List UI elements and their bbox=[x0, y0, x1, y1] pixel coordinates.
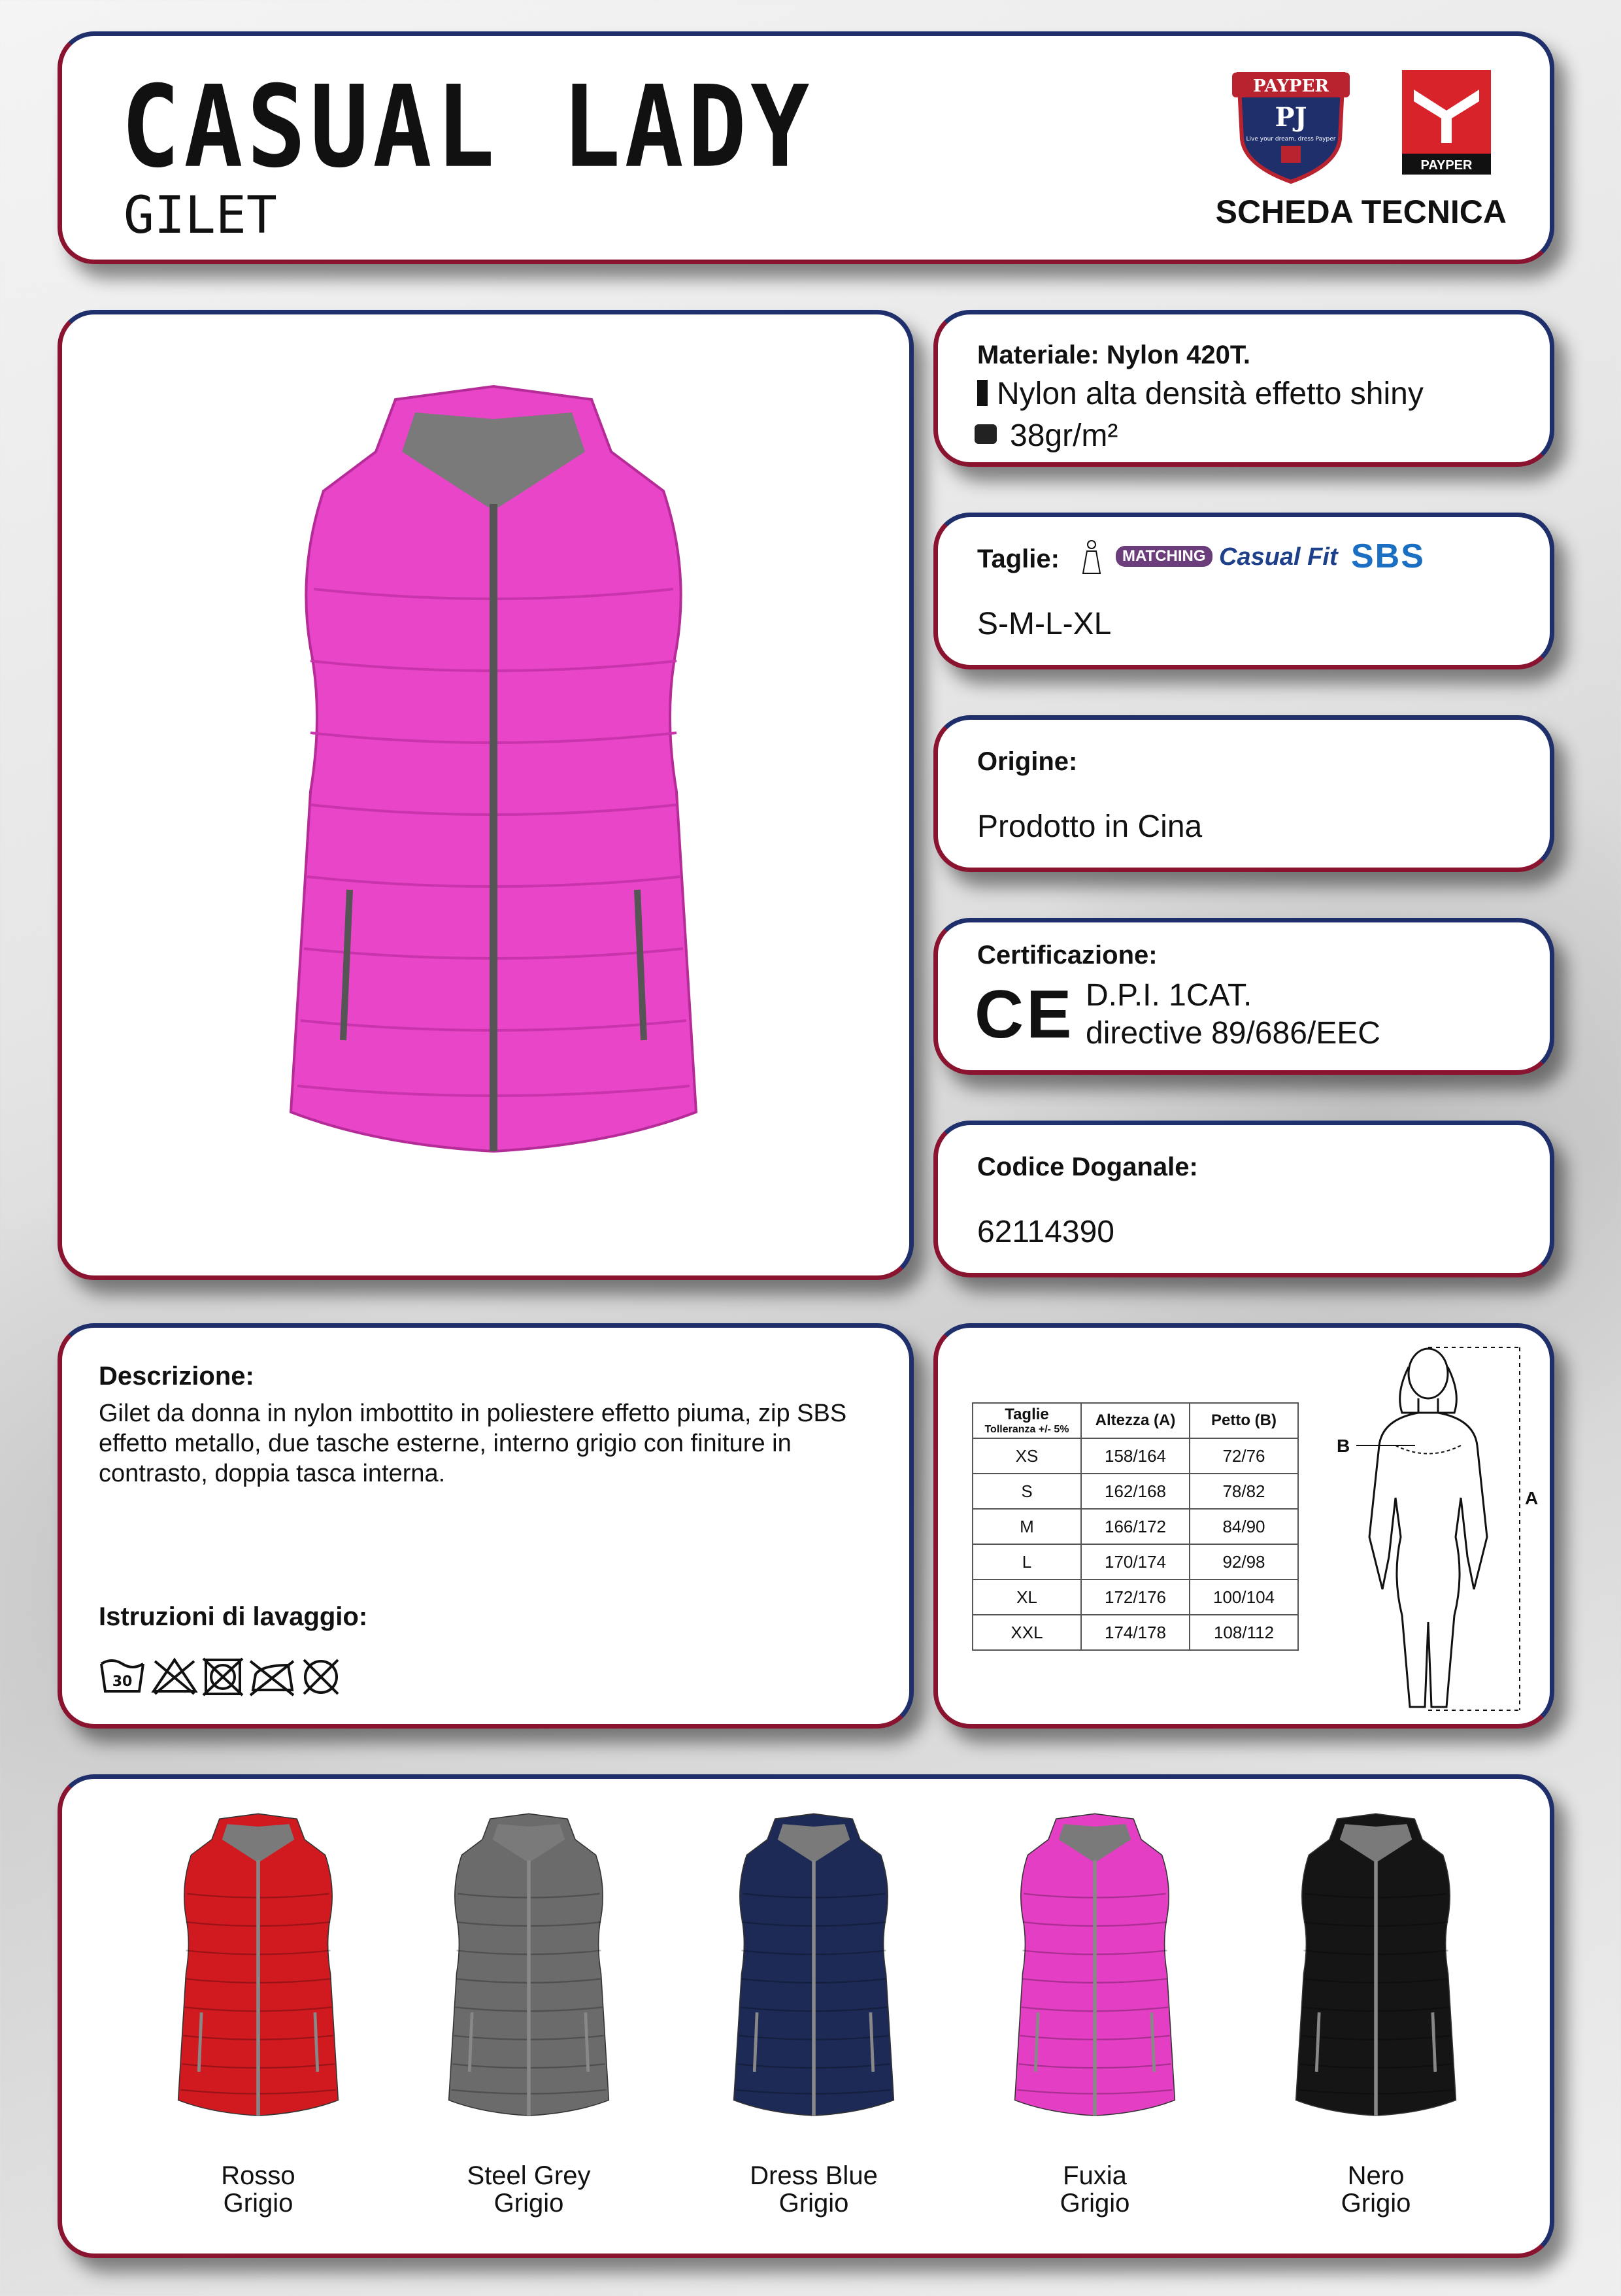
color-variant-vest bbox=[431, 1805, 627, 2145]
trim-color-name: Grigio bbox=[778, 2189, 849, 2218]
chest-cell: 84/90 bbox=[1190, 1509, 1298, 1544]
certification-class: D.P.I. 1CAT. bbox=[1086, 978, 1252, 1013]
no-tumble-dry-icon bbox=[203, 1659, 242, 1695]
color-variants-card bbox=[58, 1774, 1554, 2258]
color-variant-label bbox=[690, 2162, 938, 2217]
casual-fit-label: Casual Fit bbox=[1219, 543, 1338, 571]
origin-label: Origine: bbox=[977, 747, 1078, 776]
payper-logo bbox=[1402, 70, 1491, 175]
pj-logo-tagline: Live your dream, dress Payper bbox=[1246, 136, 1336, 143]
material-label: Materiale: Nylon 420T. bbox=[977, 341, 1250, 369]
chest-cell: 108/112 bbox=[1190, 1615, 1298, 1650]
color-variant-label bbox=[405, 2162, 653, 2217]
height-cell: 158/164 bbox=[1081, 1438, 1190, 1474]
size-cell: S bbox=[973, 1474, 1081, 1509]
height-cell: 162/168 bbox=[1081, 1474, 1190, 1509]
ce-mark: CE bbox=[975, 977, 1075, 1053]
color-variant-label bbox=[134, 2162, 382, 2217]
size-cell: XXL bbox=[973, 1615, 1081, 1650]
description-label: Descrizione: bbox=[99, 1362, 254, 1391]
wash-care-icons bbox=[99, 1655, 360, 1700]
size-column-header bbox=[973, 1403, 1081, 1438]
color-variant-vest bbox=[160, 1805, 356, 2145]
no-bleach-icon bbox=[154, 1660, 195, 1694]
height-marker-label: A bbox=[1525, 1488, 1539, 1508]
height-column-header: Altezza (A) bbox=[1081, 1403, 1190, 1438]
wash-instructions-label: Istruzioni di lavaggio: bbox=[99, 1602, 368, 1631]
color-name: Steel Grey bbox=[467, 2161, 591, 2190]
body-measurement-diagram bbox=[1330, 1341, 1539, 1720]
female-figure-icon bbox=[1080, 539, 1103, 576]
color-variant-label bbox=[1252, 2162, 1500, 2217]
payper-logo-text: PAYPER bbox=[1420, 158, 1473, 173]
no-dry-clean-icon bbox=[304, 1660, 338, 1694]
sbs-logo: SBS bbox=[1351, 537, 1425, 575]
header-card bbox=[58, 31, 1554, 264]
height-cell: 172/176 bbox=[1081, 1579, 1190, 1615]
description-text: Gilet da donna in nylon imbottito in poliestere effetto piuma, zip SBS effetto metallo, due tasche esterne, interno grigio con finiture in contrasto, doppia tasca interna. bbox=[99, 1400, 847, 1487]
size-cell: L bbox=[973, 1544, 1081, 1579]
table-row bbox=[973, 1579, 1298, 1615]
certification-directive: directive 89/686/EEC bbox=[1086, 1016, 1380, 1051]
sizes-label: Taglie: bbox=[977, 545, 1060, 573]
origin-card bbox=[933, 715, 1554, 872]
material-card bbox=[933, 310, 1554, 467]
color-name: Rosso bbox=[221, 2161, 295, 2190]
wash-30-icon bbox=[101, 1661, 143, 1691]
height-cell: 166/172 bbox=[1081, 1509, 1190, 1544]
color-name: Dress Blue bbox=[750, 2161, 878, 2190]
trim-color-name: Grigio bbox=[223, 2189, 293, 2218]
matching-badge: MATCHING bbox=[1116, 546, 1212, 567]
material-description: Nylon alta densità effetto shiny bbox=[997, 377, 1424, 411]
table-row bbox=[973, 1509, 1298, 1544]
color-name: Nero bbox=[1347, 2161, 1405, 2190]
table-row bbox=[973, 1615, 1298, 1650]
customs-value: 62114390 bbox=[977, 1215, 1114, 1249]
size-cell: M bbox=[973, 1509, 1081, 1544]
sizes-card bbox=[933, 513, 1554, 669]
color-name: Fuxia bbox=[1063, 2161, 1127, 2190]
chest-cell: 100/104 bbox=[1190, 1579, 1298, 1615]
customs-card bbox=[933, 1121, 1554, 1277]
chest-cell: 72/76 bbox=[1190, 1438, 1298, 1474]
origin-value: Prodotto in Cina bbox=[977, 809, 1203, 844]
trim-color-name: Grigio bbox=[493, 2189, 564, 2218]
color-variant-label bbox=[971, 2162, 1219, 2217]
height-cell: 174/178 bbox=[1081, 1615, 1190, 1650]
product-subtitle: GILET bbox=[124, 186, 277, 245]
size-chart-card bbox=[933, 1323, 1554, 1729]
payper-pj-logo bbox=[1226, 61, 1356, 185]
vest-image bbox=[245, 373, 742, 1217]
chest-cell: 92/98 bbox=[1190, 1544, 1298, 1579]
pj-logo-top: PAYPER bbox=[1252, 76, 1329, 96]
product-image-card bbox=[58, 310, 914, 1280]
size-cell: XL bbox=[973, 1579, 1081, 1615]
material-weight: 38gr/m² bbox=[1010, 418, 1118, 453]
color-variant-vest bbox=[997, 1805, 1193, 2145]
fiber-icon bbox=[977, 380, 988, 406]
color-variant-vest bbox=[716, 1805, 912, 2145]
sizes-value: S-M-L-XL bbox=[977, 607, 1112, 641]
table-row bbox=[973, 1544, 1298, 1579]
chest-cell: 78/82 bbox=[1190, 1474, 1298, 1509]
table-row bbox=[973, 1438, 1298, 1474]
certification-card bbox=[933, 918, 1554, 1075]
height-cell: 170/174 bbox=[1081, 1544, 1190, 1579]
size-table-header bbox=[973, 1403, 1298, 1438]
size-cell: XS bbox=[973, 1438, 1081, 1474]
trim-color-name: Grigio bbox=[1341, 2189, 1411, 2218]
chest-marker-label: B bbox=[1337, 1436, 1350, 1456]
weight-icon bbox=[975, 424, 997, 444]
trim-color-name: Grigio bbox=[1060, 2189, 1130, 2218]
table-row bbox=[973, 1474, 1298, 1509]
description-card bbox=[58, 1323, 914, 1729]
doc-type-label: SCHEDA TECNICA bbox=[1215, 194, 1507, 230]
wash-temperature: 30 bbox=[112, 1674, 133, 1690]
product-title: CASUAL LADY bbox=[121, 62, 814, 194]
tolerance-header-label: Tolleranza +/- 5% bbox=[984, 1424, 1069, 1435]
size-header-label: Taglie bbox=[1005, 1406, 1049, 1423]
pj-logo-mid: PJ bbox=[1275, 102, 1307, 133]
chest-column-header: Petto (B) bbox=[1190, 1403, 1298, 1438]
no-iron-icon bbox=[250, 1661, 293, 1695]
color-variant-vest bbox=[1278, 1805, 1474, 2145]
customs-label: Codice Doganale: bbox=[977, 1153, 1198, 1181]
size-table bbox=[972, 1402, 1299, 1651]
certification-label: Certificazione: bbox=[977, 941, 1158, 970]
